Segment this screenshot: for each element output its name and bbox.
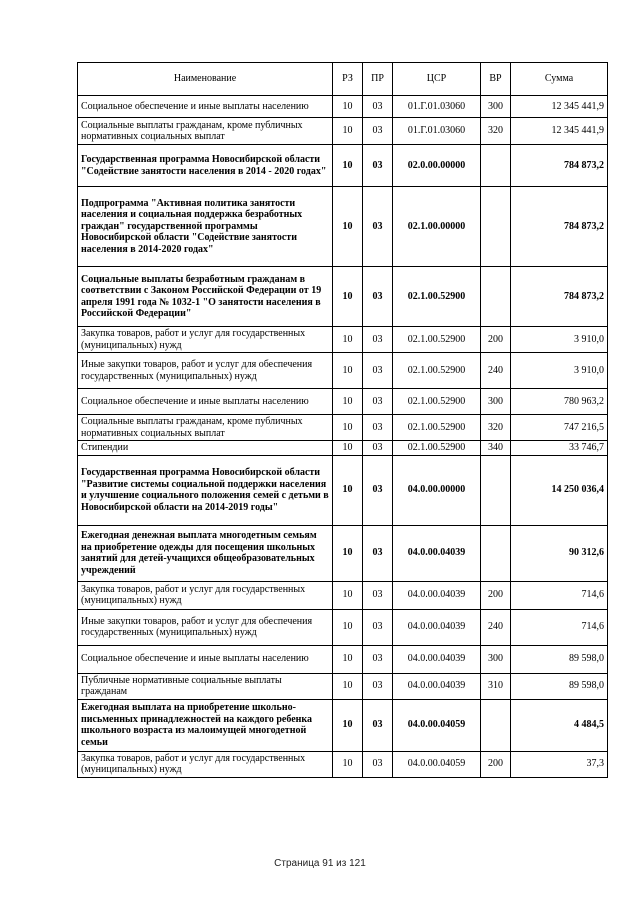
cell-rz: 10: [333, 699, 363, 751]
cell-csr: 04.0.00.04039: [393, 673, 481, 699]
cell-rz: 10: [333, 353, 363, 389]
cell-vr: 310: [481, 673, 511, 699]
cell-csr: 04.0.00.04039: [393, 581, 481, 609]
cell-name: Стипендии: [78, 441, 333, 456]
cell-sum: 780 963,2: [511, 389, 608, 415]
cell-vr: [481, 699, 511, 751]
cell-sum: 37,3: [511, 751, 608, 777]
cell-rz: 10: [333, 645, 363, 673]
cell-name: Закупка товаров, работ и услуг для государственных (муниципальных) нужд: [78, 581, 333, 609]
cell-sum: 89 598,0: [511, 673, 608, 699]
table-row: [78, 609, 608, 645]
cell-csr: 02.0.00.00000: [393, 145, 481, 187]
table-header-row: [78, 63, 608, 96]
cell-sum: 747 216,5: [511, 415, 608, 441]
table-row: [78, 699, 608, 751]
cell-sum: 4 484,5: [511, 699, 608, 751]
cell-pr: 03: [363, 441, 393, 456]
table-row: [78, 327, 608, 353]
cell-name: Закупка товаров, работ и услуг для государственных (муниципальных) нужд: [78, 327, 333, 353]
table-row: [78, 389, 608, 415]
table-row: [78, 581, 608, 609]
cell-vr: [481, 145, 511, 187]
cell-rz: 10: [333, 187, 363, 267]
cell-csr: 02.1.00.52900: [393, 353, 481, 389]
page-number: Страница 91 из 121: [274, 858, 366, 869]
table-row: [78, 455, 608, 525]
cell-rz: 10: [333, 455, 363, 525]
cell-csr: 02.1.00.52900: [393, 389, 481, 415]
cell-pr: 03: [363, 96, 393, 118]
table-body: [78, 96, 608, 778]
cell-rz: 10: [333, 267, 363, 327]
cell-csr: 01.Г.01.03060: [393, 118, 481, 145]
cell-rz: 10: [333, 673, 363, 699]
cell-name: Иные закупки товаров, работ и услуг для обеспечения государственных (муниципальных) нужд: [78, 353, 333, 389]
header-pr: ПР: [363, 63, 393, 96]
table-row: [78, 751, 608, 777]
cell-rz: 10: [333, 145, 363, 187]
cell-name: Ежегодная денежная выплата многодетным семьям на приобретение одежды для посещения школьных занятий для детей-учащихся общеобразовательных учреждений: [78, 525, 333, 581]
cell-name: Закупка товаров, работ и услуг для государственных (муниципальных) нужд: [78, 751, 333, 777]
cell-name: Подпрограмма "Активная политика занятости населения и социальная поддержка безработных граждан" государственной программы Новосибирской области "Содействие занятости населения в 2014-2020 годах": [78, 187, 333, 267]
cell-rz: 10: [333, 751, 363, 777]
cell-csr: 01.Г.01.03060: [393, 96, 481, 118]
table-row: [78, 673, 608, 699]
table-row: [78, 267, 608, 327]
cell-pr: 03: [363, 751, 393, 777]
table-row: [78, 353, 608, 389]
table-row: [78, 525, 608, 581]
cell-vr: 300: [481, 389, 511, 415]
cell-rz: 10: [333, 327, 363, 353]
header-csr: ЦСР: [393, 63, 481, 96]
cell-name: Государственная программа Новосибирской области "Развитие системы социальной поддержки населения и улучшение социального положения семей с детьми в Новосибирской области на 2014-2019 годы": [78, 455, 333, 525]
cell-name: Социальные выплаты гражданам, кроме публичных нормативных социальных выплат: [78, 415, 333, 441]
cell-name: Государственная программа Новосибирской области "Содействие занятости населения в 2014 - 2020 годах": [78, 145, 333, 187]
budget-table: [77, 62, 608, 778]
cell-pr: 03: [363, 673, 393, 699]
cell-rz: 10: [333, 525, 363, 581]
cell-vr: 240: [481, 609, 511, 645]
cell-csr: 02.1.00.52900: [393, 267, 481, 327]
cell-vr: 240: [481, 353, 511, 389]
cell-vr: [481, 525, 511, 581]
cell-name: Социальное обеспечение и иные выплаты населению: [78, 96, 333, 118]
cell-name: Публичные нормативные социальные выплаты гражданам: [78, 673, 333, 699]
cell-rz: 10: [333, 441, 363, 456]
cell-vr: 200: [481, 751, 511, 777]
cell-csr: 02.1.00.00000: [393, 187, 481, 267]
cell-rz: 10: [333, 118, 363, 145]
cell-pr: 03: [363, 353, 393, 389]
cell-sum: 14 250 036,4: [511, 455, 608, 525]
cell-sum: 3 910,0: [511, 353, 608, 389]
cell-pr: 03: [363, 389, 393, 415]
cell-rz: 10: [333, 415, 363, 441]
table-row: [78, 441, 608, 456]
header-rz: РЗ: [333, 63, 363, 96]
cell-rz: 10: [333, 581, 363, 609]
cell-pr: 03: [363, 645, 393, 673]
cell-vr: 200: [481, 327, 511, 353]
cell-name: Социальное обеспечение и иные выплаты населению: [78, 389, 333, 415]
cell-pr: 03: [363, 415, 393, 441]
cell-vr: [481, 267, 511, 327]
table-row: [78, 187, 608, 267]
cell-pr: 03: [363, 581, 393, 609]
cell-sum: 12 345 441,9: [511, 118, 608, 145]
table-row: [78, 645, 608, 673]
cell-csr: 04.0.00.04039: [393, 645, 481, 673]
cell-sum: 90 312,6: [511, 525, 608, 581]
header-vr: ВР: [481, 63, 511, 96]
cell-name: Социальные выплаты гражданам, кроме публичных нормативных социальных выплат: [78, 118, 333, 145]
header-name: Наименование: [78, 63, 333, 96]
table-row: [78, 118, 608, 145]
cell-vr: 300: [481, 645, 511, 673]
cell-vr: 300: [481, 96, 511, 118]
header-sum: Сумма: [511, 63, 608, 96]
cell-csr: 02.1.00.52900: [393, 441, 481, 456]
cell-name: Социальные выплаты безработным гражданам в соответствии с Законом Российской Федерации от 19 апреля 1991 года № 1032-1 "О занятости населения в Российской Федерации": [78, 267, 333, 327]
cell-csr: 02.1.00.52900: [393, 415, 481, 441]
cell-name: Ежегодная выплата на приобретение школьно-письменных принадлежностей на каждого ребенка школьного возраста из малоимущей многодетной семьи: [78, 699, 333, 751]
cell-sum: 714,6: [511, 609, 608, 645]
cell-pr: 03: [363, 327, 393, 353]
cell-sum: 784 873,2: [511, 145, 608, 187]
cell-rz: 10: [333, 96, 363, 118]
cell-pr: 03: [363, 118, 393, 145]
cell-name: Иные закупки товаров, работ и услуг для обеспечения государственных (муниципальных) нужд: [78, 609, 333, 645]
cell-vr: 320: [481, 118, 511, 145]
cell-csr: 02.1.00.52900: [393, 327, 481, 353]
cell-pr: 03: [363, 187, 393, 267]
cell-sum: 784 873,2: [511, 267, 608, 327]
cell-vr: 340: [481, 441, 511, 456]
cell-sum: 3 910,0: [511, 327, 608, 353]
cell-vr: [481, 455, 511, 525]
cell-sum: 33 746,7: [511, 441, 608, 456]
cell-sum: 12 345 441,9: [511, 96, 608, 118]
cell-rz: 10: [333, 389, 363, 415]
cell-csr: 04.0.00.04059: [393, 699, 481, 751]
cell-csr: 04.0.00.04039: [393, 525, 481, 581]
table-row: [78, 415, 608, 441]
cell-vr: [481, 187, 511, 267]
table-row: [78, 96, 608, 118]
table-row: [78, 145, 608, 187]
cell-sum: 784 873,2: [511, 187, 608, 267]
cell-sum: 714,6: [511, 581, 608, 609]
cell-pr: 03: [363, 699, 393, 751]
cell-pr: 03: [363, 267, 393, 327]
cell-vr: 200: [481, 581, 511, 609]
cell-name: Социальное обеспечение и иные выплаты населению: [78, 645, 333, 673]
cell-sum: 89 598,0: [511, 645, 608, 673]
cell-rz: 10: [333, 609, 363, 645]
cell-csr: 04.0.00.04039: [393, 609, 481, 645]
cell-vr: 320: [481, 415, 511, 441]
cell-csr: 04.0.00.04059: [393, 751, 481, 777]
cell-pr: 03: [363, 609, 393, 645]
cell-pr: 03: [363, 525, 393, 581]
cell-csr: 04.0.00.00000: [393, 455, 481, 525]
cell-pr: 03: [363, 145, 393, 187]
cell-pr: 03: [363, 455, 393, 525]
